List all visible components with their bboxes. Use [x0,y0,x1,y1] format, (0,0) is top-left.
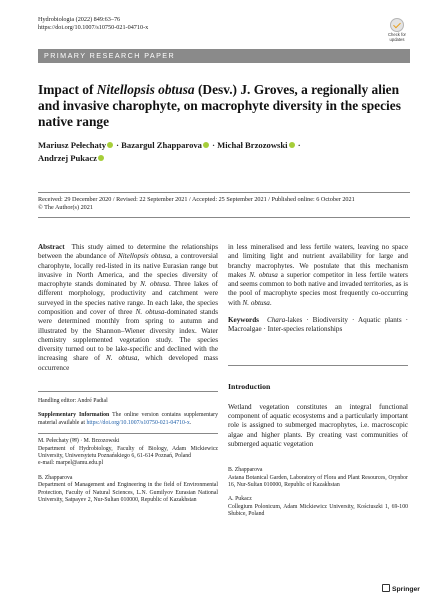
right-column [228,243,408,519]
orcid-icon[interactable] [107,142,113,148]
keywords: Keywords Chara-lakes · Biodiversity · Aquatic plants · Macroalgae · Inter-species relationships [228,315,409,334]
affiliation-1: M. Pełechaty (✉) · M. Brzozowski Department of Hydrobiology, Faculty of Biology, Adam Mickiewicz University, Uniwersytetu Poznańskiego 6, 61-614 Poznań, Poland e-mail: marpel@amu.edu.pl [38,438,218,467]
divider-top [38,192,410,193]
author-separator: · [295,140,301,150]
supplementary-info: Supplementary Information The online version contains supplementary material available at https://doi.org/10.1007/s10750-021-04710-x. [38,412,218,426]
title-pre: Impact of [38,82,97,97]
author-list [38,139,338,164]
abstract-label: Abstract [38,243,65,251]
orcid-icon[interactable] [289,142,295,148]
springer-horse-icon [382,584,390,592]
author-3[interactable]: · Michał Brzozowski [209,140,288,150]
journal-header [38,16,148,32]
badge-line1: Check for [388,32,406,37]
handling-editor: Handling editor: André Padial [38,397,108,404]
intro-text: Wetland vegetation constitutes an integral functional component of aquatic ecosystems and a particularly important role is assigned to submerged macrophytes, i.e. macroscopic algae and higher plants. By creating vast communities of submerged aquatic vegetation [228,402,408,448]
journal-citation: Hydrobiologia (2022) 849:63–76 [38,16,121,23]
publisher-logo [382,584,420,593]
orcid-icon[interactable] [98,155,104,161]
title-post: (Desv.) J. Groves, a regionally alien and invasive charophyte, on macrophyte diversity in the species native range [38,82,401,129]
publisher-name: Springer [392,586,420,593]
article-title [38,82,408,130]
affiliation-3: B. Zhapparova Astana Botanical Garden, Laboratory of Flora and Plant Resources, Orynbor 16, Nur-Sultan 010000, Republic of Kazakhstan [228,467,408,489]
intro-heading: Introduction [228,381,271,391]
keywords-label: Keywords [228,315,259,324]
badge-line2: updates [389,36,405,42]
author-1[interactable]: Mariusz Pełechaty [38,140,107,150]
affiliation-2: B. Zhapparova Department of Management and Engineering in the field of Environmental Protection, Faculty of Natural Sciences, L.N. Gumilyov Eurasian National University, Satpayev 2, Nur-Sultan 010000, Republic of Kazakhstan [38,474,218,503]
supplementary-link[interactable]: https://doi.org/10.1007/s10750-021-04710-x [86,419,190,426]
article-type-banner: PRIMARY RESEARCH PAPER [38,49,410,63]
abstract: Abstract This study aimed to determine the relationships between the abundance of Nitellopsis obtusa, a controversial charophyte, locally red-listed in its native Eurasian range but invasive in North America, and the species diversity of macrophyte stands dominated by N. obtusa. Three lakes of different morphology, productivity and catchment were surveyed in the species native range. In each lake, the species composition and cover of three N. obtusa-dominated stands were determined monthly from spring to autumn and illustrated by the Shannon–Wiener diversity index. Water chemistry supplemented vegetation study. The species diversity turned out to be lake-specific and declined with the increasing share of N. obtusa, which developed mass occurrence [38,243,219,372]
abstract-continued: in less mineralised and less fertile waters, leaving no space and limiting light and nutrient availability for large and branchy macrophytes. We postulate that this mechanism makes N. obtusa a superior competitor in less fertile waters and seems common to both native and invaded territories, as is the pool of macrophyte species most frequently co-occurring with N. obtusa. [228,243,408,307]
divider-bottom [38,217,410,218]
left-column [38,243,218,504]
history-dates: Received: 29 December 2020 / Revised: 22 September 2021 / Accepted: 25 September 2021 / Published online: 6 October 2021 [38,196,355,203]
affiliation-4: A. Pukacz Collegium Polonicum, Adam Mickiewicz University, Kościuszki 1, 69-100 Słubice, Poland [228,496,408,518]
publication-history [38,196,418,212]
author-4[interactable]: Andrzej Pukacz [38,152,97,163]
title-species: Nitellopsis obtusa [96,82,195,97]
check-updates-icon [390,18,404,32]
email-link[interactable]: e-mail: marpel@amu.edu.pl [38,460,104,467]
author-2[interactable]: · Bazargul Zhapparova [114,140,202,150]
doi-link[interactable]: https://doi.org/10.1007/s10750-021-04710-x [38,24,149,31]
orcid-icon[interactable] [203,142,209,148]
copyright: © The Author(s) 2021 [38,204,93,212]
check-for-updates-badge[interactable] [384,18,410,44]
